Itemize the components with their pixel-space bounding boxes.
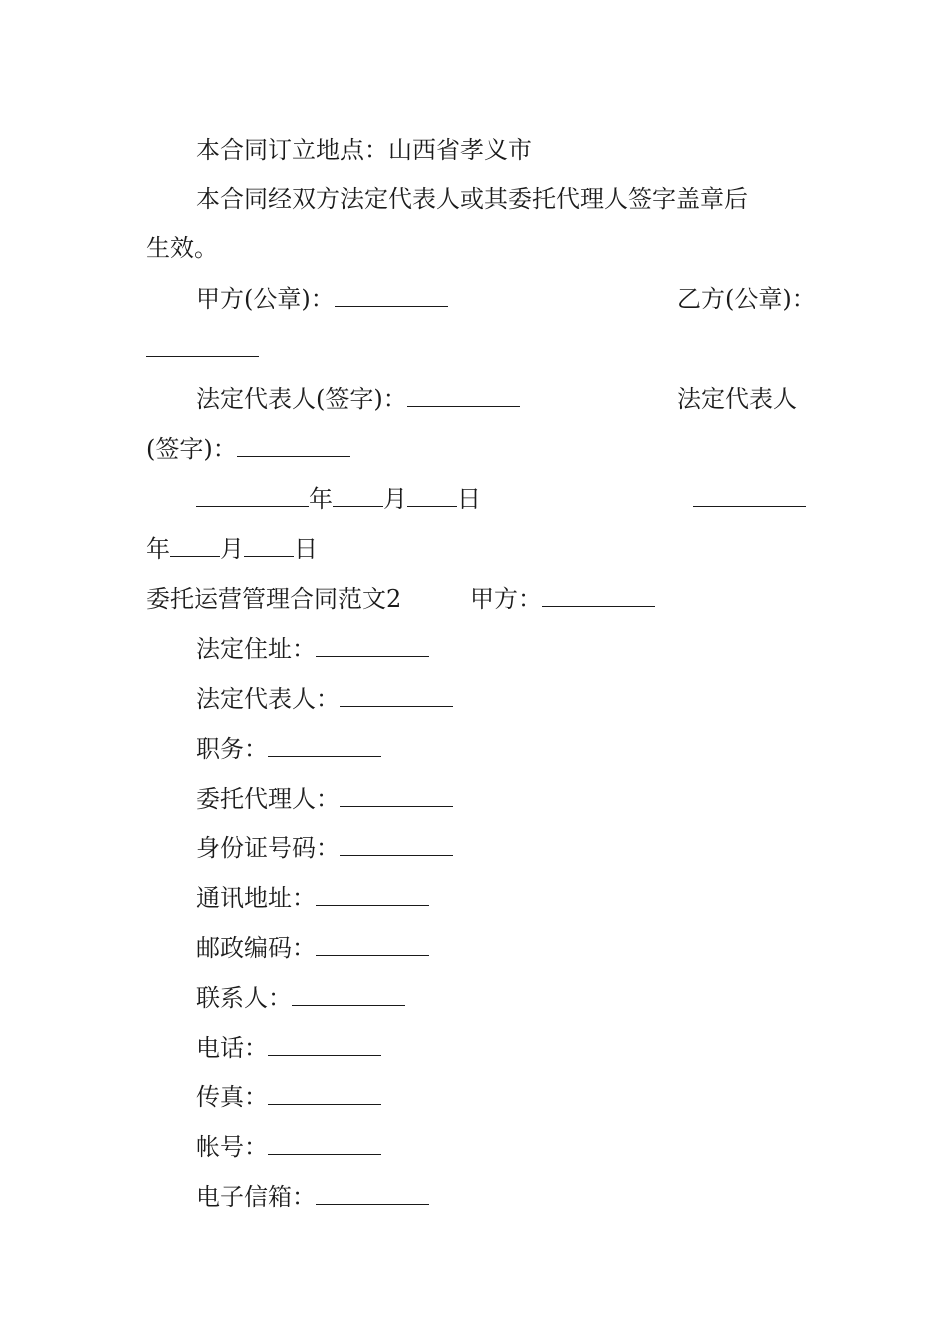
rep-b-sign-line	[146, 434, 350, 464]
rep-b-sign-label: (签字)：	[146, 435, 237, 463]
field-blank	[268, 1132, 381, 1155]
date-a-day-label: 日	[457, 485, 481, 513]
rep-a-sign-label: 法定代表人(签字)：	[196, 385, 407, 413]
field-blank	[316, 933, 429, 956]
field-fax	[196, 1082, 381, 1112]
field-label: 法定代表人：	[196, 685, 340, 713]
field-label: 委托代理人：	[196, 785, 340, 813]
date-b-year-blank	[693, 484, 806, 507]
date-b-line	[146, 534, 318, 564]
field-label: 电话：	[196, 1034, 268, 1062]
date-a-day-blank	[407, 484, 457, 507]
date-b-day-label: 日	[294, 535, 318, 563]
date-b-year-label: 年	[146, 535, 170, 563]
party-a-seal-label: 甲方(公章)：	[196, 285, 335, 313]
section2-heading: 委托运营管理合同范文2	[146, 585, 402, 613]
field-label: 法定住址：	[196, 635, 316, 663]
field-blank	[268, 1082, 381, 1105]
field-blank	[316, 1182, 429, 1205]
section2-party-a-blank	[542, 584, 655, 607]
field-blank	[268, 1033, 381, 1056]
field-label: 传真：	[196, 1083, 268, 1111]
section2-party-a-label: 甲方：	[470, 585, 542, 613]
date-a-month-label: 月	[383, 485, 407, 513]
date-a-line	[196, 484, 481, 514]
field-blank	[316, 634, 429, 657]
field-blank	[316, 883, 429, 906]
rep-b-label: 法定代表人	[677, 385, 797, 413]
field-label: 联系人：	[196, 984, 292, 1012]
field-postal-code	[196, 933, 429, 963]
field-blank	[292, 983, 405, 1006]
field-label: 职务：	[196, 735, 268, 763]
field-contact-person	[196, 983, 405, 1013]
party-b-seal-blank	[146, 334, 259, 357]
field-label: 邮政编码：	[196, 934, 316, 962]
field-label: 电子信箱：	[196, 1183, 316, 1211]
field-blank	[340, 833, 453, 856]
field-legal-address	[196, 634, 429, 664]
section2-party-a-line	[470, 584, 655, 614]
field-id-number	[196, 833, 453, 863]
field-email	[196, 1182, 429, 1212]
date-a-month-blank	[333, 484, 383, 507]
party-a-seal-line	[196, 284, 448, 314]
rep-a-sign-line	[196, 384, 520, 414]
rep-a-sign-blank	[407, 384, 520, 407]
date-b-year-blank-line	[693, 484, 806, 514]
date-b-month-blank	[170, 534, 220, 557]
date-b-day-blank	[244, 534, 294, 557]
rep-b-sign-blank	[237, 434, 350, 457]
field-position	[196, 734, 381, 764]
date-b-month-label: 月	[220, 535, 244, 563]
field-authorized-agent	[196, 784, 453, 814]
field-blank	[268, 734, 381, 757]
field-blank	[340, 784, 453, 807]
contract-place-line: 本合同订立地点：山西省孝义市	[196, 136, 532, 164]
party-b-seal-label: 乙方(公章)：	[677, 285, 816, 313]
effect-clause-line2: 生效。	[146, 234, 218, 262]
date-a-year-label: 年	[309, 485, 333, 513]
field-label: 通讯地址：	[196, 884, 316, 912]
field-label: 身份证号码：	[196, 834, 340, 862]
field-account-number	[196, 1132, 381, 1162]
field-phone	[196, 1033, 381, 1063]
field-label: 帐号：	[196, 1133, 268, 1161]
effect-clause-line1: 本合同经双方法定代表人或其委托代理人签字盖章后	[196, 185, 748, 213]
date-a-year-blank	[196, 484, 309, 507]
party-a-seal-blank	[335, 284, 448, 307]
field-legal-representative	[196, 684, 453, 714]
field-mailing-address	[196, 883, 429, 913]
party-b-seal-line	[146, 334, 259, 364]
field-blank	[340, 684, 453, 707]
